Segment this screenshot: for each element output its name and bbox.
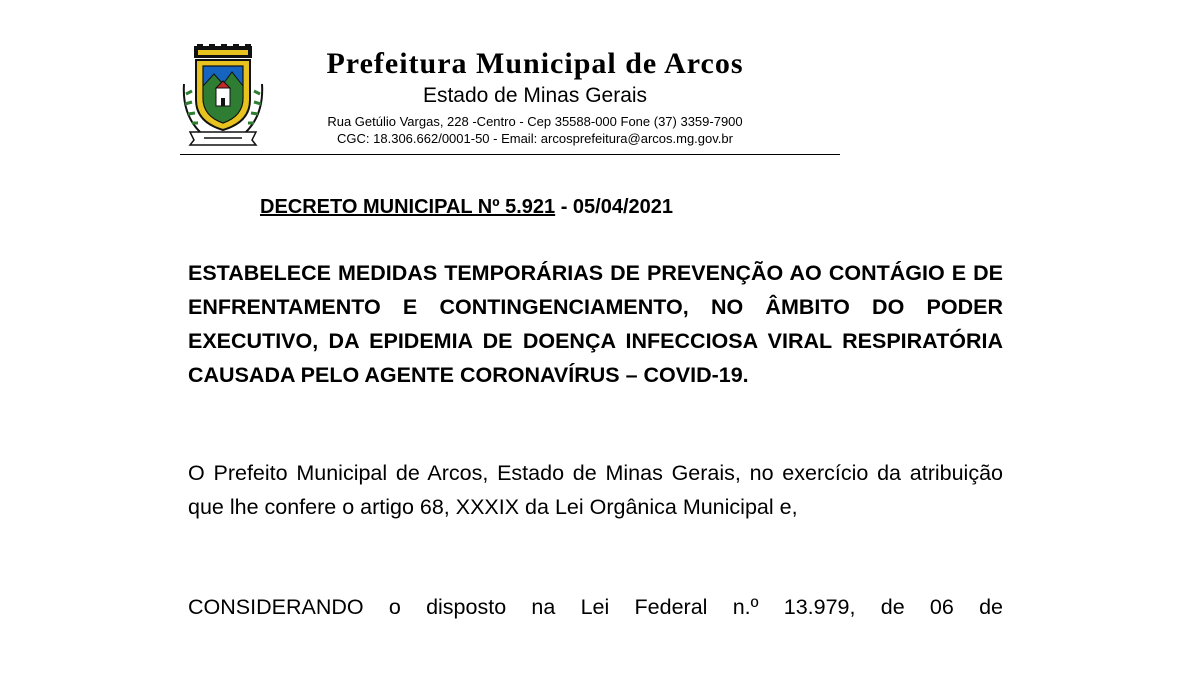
letterhead xyxy=(180,44,840,156)
decree-title xyxy=(260,194,673,220)
organization-name: Prefeitura Municipal de Arcos xyxy=(326,47,744,80)
considerando-paragraph: CONSIDERANDO o disposto na Lei Federal n.º 13.979, de 06 de xyxy=(188,595,1003,619)
letterhead-text xyxy=(280,44,790,147)
decree-number: DECRETO MUNICIPAL Nº 5.921 xyxy=(260,196,556,218)
preamble-paragraph: O Prefeito Municipal de Arcos, Estado de Minas Gerais, no exercício da atribuição que lhe confere o artigo 68, XXXIX da Lei Orgânica Municipal e, xyxy=(188,461,1003,519)
organization-state: Estado de Minas Gerais xyxy=(422,84,648,107)
organization-cgc-email: CGC: 18.306.662/0001-50 - Email: arcosprefeitura@arcos.mg.gov.br xyxy=(337,131,733,146)
decree-summary: ESTABELECE MEDIDAS TEMPORÁRIAS DE PREVENÇÃO AO CONTÁGIO E DE ENFRENTAMENTO E CONTINGENCIAMENTO, NO ÂMBITO DO PODER EXECUTIVO, DA EPIDEMIA DE DOENÇA INFECCIOSA VIRAL RESPIRATÓRIA CAUSADA PELO AGENTE CORONAVÍRUS – COVID-19. xyxy=(188,261,1003,387)
organization-address: Rua Getúlio Vargas, 228 -Centro - Cep 35588-000 Fone (37) 3359-7900 xyxy=(327,114,743,129)
decree-date: - 05/04/2021 xyxy=(555,196,674,218)
municipal-coat-of-arms-icon xyxy=(180,44,266,146)
letterhead-divider xyxy=(180,154,840,155)
